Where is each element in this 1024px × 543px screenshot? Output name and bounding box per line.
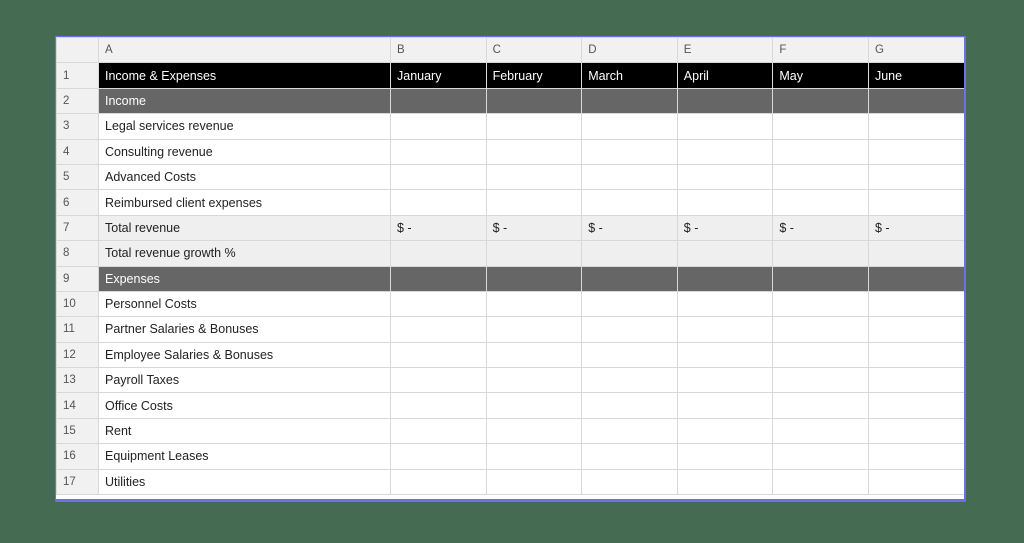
table-row bbox=[57, 368, 965, 393]
cell-label[interactable]: Payroll Taxes bbox=[99, 368, 391, 393]
row-header[interactable]: 16 bbox=[57, 444, 99, 469]
row-header[interactable]: 10 bbox=[57, 291, 99, 316]
cell-value[interactable] bbox=[582, 266, 678, 291]
cell-value[interactable] bbox=[868, 266, 964, 291]
cell-value[interactable] bbox=[677, 291, 773, 316]
cell-value[interactable] bbox=[677, 88, 773, 113]
cell-value[interactable] bbox=[677, 190, 773, 215]
cell-value[interactable] bbox=[773, 114, 869, 139]
cell-value[interactable] bbox=[582, 418, 678, 443]
table-row bbox=[57, 317, 965, 342]
row-header[interactable]: 6 bbox=[57, 190, 99, 215]
cell-value[interactable]: $ - bbox=[391, 215, 487, 240]
cell-value[interactable] bbox=[391, 342, 487, 367]
cell-value[interactable] bbox=[486, 114, 582, 139]
table-row bbox=[57, 164, 965, 189]
cell-value[interactable] bbox=[773, 393, 869, 418]
cell-value[interactable] bbox=[677, 368, 773, 393]
row-header[interactable]: 8 bbox=[57, 241, 99, 266]
cell-label[interactable]: Equipment Leases bbox=[99, 444, 391, 469]
cell-value[interactable] bbox=[582, 164, 678, 189]
cell-value[interactable] bbox=[391, 241, 487, 266]
table-row bbox=[57, 241, 965, 266]
cell-value[interactable]: March bbox=[582, 63, 678, 88]
cell-value[interactable] bbox=[868, 139, 964, 164]
column-header-b[interactable]: B bbox=[391, 38, 487, 63]
cell-label[interactable]: Utilities bbox=[99, 469, 391, 494]
table-row bbox=[57, 393, 965, 418]
cell-value[interactable] bbox=[486, 418, 582, 443]
cell-value[interactable] bbox=[773, 418, 869, 443]
cell-value[interactable] bbox=[582, 88, 678, 113]
spreadsheet-grid[interactable] bbox=[56, 37, 964, 499]
select-all-corner[interactable] bbox=[57, 38, 99, 63]
cell-value[interactable] bbox=[868, 291, 964, 316]
table-row bbox=[57, 63, 965, 88]
cell-value[interactable] bbox=[677, 342, 773, 367]
column-header-g[interactable]: G bbox=[868, 38, 964, 63]
cell-value[interactable] bbox=[391, 291, 487, 316]
cell-value[interactable] bbox=[773, 342, 869, 367]
cell-value[interactable] bbox=[773, 291, 869, 316]
spreadsheet-body bbox=[57, 63, 965, 495]
cell-label[interactable]: Legal services revenue bbox=[99, 114, 391, 139]
cell-value[interactable] bbox=[486, 444, 582, 469]
cell-value[interactable] bbox=[582, 291, 678, 316]
cell-value[interactable] bbox=[486, 291, 582, 316]
cell-value[interactable] bbox=[868, 393, 964, 418]
cell-value[interactable] bbox=[677, 114, 773, 139]
cell-label[interactable]: Reimbursed client expenses bbox=[99, 190, 391, 215]
table-row bbox=[57, 469, 965, 494]
cell-value[interactable] bbox=[677, 444, 773, 469]
cell-value[interactable] bbox=[677, 241, 773, 266]
cell-label[interactable]: Income & Expenses bbox=[99, 63, 391, 88]
cell-value[interactable] bbox=[391, 164, 487, 189]
cell-value[interactable] bbox=[486, 317, 582, 342]
cell-value[interactable] bbox=[486, 190, 582, 215]
row-header[interactable]: 12 bbox=[57, 342, 99, 367]
cell-value[interactable] bbox=[677, 393, 773, 418]
cell-value[interactable] bbox=[391, 393, 487, 418]
cell-value[interactable] bbox=[773, 266, 869, 291]
cell-value[interactable] bbox=[391, 317, 487, 342]
row-header[interactable]: 15 bbox=[57, 418, 99, 443]
cell-label[interactable]: Office Costs bbox=[99, 393, 391, 418]
table-row bbox=[57, 190, 965, 215]
cell-value[interactable] bbox=[582, 114, 678, 139]
cell-label[interactable]: Consulting revenue bbox=[99, 139, 391, 164]
cell-value[interactable] bbox=[391, 418, 487, 443]
table-row bbox=[57, 215, 965, 240]
cell-value[interactable] bbox=[677, 139, 773, 164]
cell-value[interactable] bbox=[582, 241, 678, 266]
row-header[interactable]: 14 bbox=[57, 393, 99, 418]
cell-value[interactable] bbox=[391, 114, 487, 139]
table-row bbox=[57, 266, 965, 291]
cell-value[interactable] bbox=[677, 317, 773, 342]
cell-value[interactable] bbox=[868, 317, 964, 342]
cell-label[interactable]: Rent bbox=[99, 418, 391, 443]
cell-label[interactable]: Income bbox=[99, 88, 391, 113]
cell-value[interactable] bbox=[391, 266, 487, 291]
row-header[interactable]: 9 bbox=[57, 266, 99, 291]
column-header-a[interactable]: A bbox=[99, 38, 391, 63]
cell-label[interactable]: Advanced Costs bbox=[99, 164, 391, 189]
cell-value[interactable]: May bbox=[773, 63, 869, 88]
cell-value[interactable] bbox=[486, 469, 582, 494]
cell-value[interactable] bbox=[391, 190, 487, 215]
cell-value[interactable] bbox=[868, 241, 964, 266]
cell-value[interactable] bbox=[486, 241, 582, 266]
cell-value[interactable] bbox=[391, 139, 487, 164]
cell-label[interactable]: Total revenue growth % bbox=[99, 241, 391, 266]
cell-value[interactable] bbox=[486, 266, 582, 291]
row-header[interactable]: 4 bbox=[57, 139, 99, 164]
cell-value[interactable] bbox=[773, 88, 869, 113]
table-row bbox=[57, 88, 965, 113]
cell-value[interactable] bbox=[677, 418, 773, 443]
column-header-e[interactable]: E bbox=[677, 38, 773, 63]
cell-value[interactable] bbox=[486, 88, 582, 113]
table-row bbox=[57, 291, 965, 316]
cell-value[interactable] bbox=[868, 444, 964, 469]
cell-value[interactable] bbox=[773, 164, 869, 189]
cell-value[interactable] bbox=[773, 317, 869, 342]
cell-value[interactable] bbox=[868, 469, 964, 494]
cell-label[interactable]: Partner Salaries & Bonuses bbox=[99, 317, 391, 342]
cell-value[interactable]: $ - bbox=[486, 215, 582, 240]
cell-value[interactable] bbox=[486, 368, 582, 393]
cell-value[interactable] bbox=[391, 88, 487, 113]
row-header[interactable]: 5 bbox=[57, 164, 99, 189]
row-header[interactable]: 3 bbox=[57, 114, 99, 139]
column-header-row bbox=[57, 38, 965, 63]
cell-value[interactable]: January bbox=[391, 63, 487, 88]
cell-value[interactable] bbox=[773, 190, 869, 215]
cell-value[interactable] bbox=[868, 418, 964, 443]
cell-value[interactable] bbox=[391, 469, 487, 494]
row-header[interactable]: 17 bbox=[57, 469, 99, 494]
table-row bbox=[57, 444, 965, 469]
cell-value[interactable] bbox=[773, 444, 869, 469]
cell-value[interactable] bbox=[486, 342, 582, 367]
cell-value[interactable]: $ - bbox=[582, 215, 678, 240]
cell-label[interactable]: Expenses bbox=[99, 266, 391, 291]
table-row bbox=[57, 418, 965, 443]
row-header[interactable]: 7 bbox=[57, 215, 99, 240]
cell-value[interactable] bbox=[868, 342, 964, 367]
cell-value[interactable]: June bbox=[868, 63, 964, 88]
table-row bbox=[57, 342, 965, 367]
cell-value[interactable] bbox=[582, 139, 678, 164]
cell-label[interactable]: Total revenue bbox=[99, 215, 391, 240]
cell-value[interactable] bbox=[677, 266, 773, 291]
row-header[interactable]: 11 bbox=[57, 317, 99, 342]
column-header-d[interactable]: D bbox=[582, 38, 678, 63]
cell-value[interactable] bbox=[582, 190, 678, 215]
row-header[interactable]: 13 bbox=[57, 368, 99, 393]
cell-value[interactable] bbox=[582, 317, 678, 342]
cell-value[interactable] bbox=[582, 393, 678, 418]
cell-value[interactable] bbox=[677, 164, 773, 189]
cell-value[interactable] bbox=[582, 444, 678, 469]
cell-value[interactable] bbox=[391, 368, 487, 393]
spreadsheet-table[interactable] bbox=[56, 37, 964, 495]
row-header[interactable]: 2 bbox=[57, 88, 99, 113]
cell-value[interactable] bbox=[868, 190, 964, 215]
cell-label[interactable]: Personnel Costs bbox=[99, 291, 391, 316]
cell-value[interactable] bbox=[773, 241, 869, 266]
cell-value[interactable] bbox=[486, 164, 582, 189]
cell-value[interactable] bbox=[773, 469, 869, 494]
table-row bbox=[57, 114, 965, 139]
cell-value[interactable] bbox=[868, 368, 964, 393]
cell-label[interactable]: Employee Salaries & Bonuses bbox=[99, 342, 391, 367]
row-header[interactable]: 1 bbox=[57, 63, 99, 88]
cell-value[interactable] bbox=[486, 139, 582, 164]
cell-value[interactable]: February bbox=[486, 63, 582, 88]
column-header-f[interactable]: F bbox=[773, 38, 869, 63]
cell-value[interactable] bbox=[868, 164, 964, 189]
cell-value[interactable]: $ - bbox=[773, 215, 869, 240]
column-header-c[interactable]: C bbox=[486, 38, 582, 63]
cell-value[interactable] bbox=[677, 469, 773, 494]
cell-value[interactable] bbox=[582, 469, 678, 494]
cell-value[interactable] bbox=[486, 393, 582, 418]
cell-value[interactable]: $ - bbox=[868, 215, 964, 240]
cell-value[interactable] bbox=[391, 444, 487, 469]
cell-value[interactable] bbox=[868, 88, 964, 113]
cell-value[interactable] bbox=[868, 114, 964, 139]
cell-value[interactable] bbox=[582, 342, 678, 367]
cell-value[interactable] bbox=[582, 368, 678, 393]
table-row bbox=[57, 139, 965, 164]
cell-value[interactable] bbox=[773, 139, 869, 164]
cell-value[interactable]: $ - bbox=[677, 215, 773, 240]
cell-value[interactable]: April bbox=[677, 63, 773, 88]
cell-value[interactable] bbox=[773, 368, 869, 393]
